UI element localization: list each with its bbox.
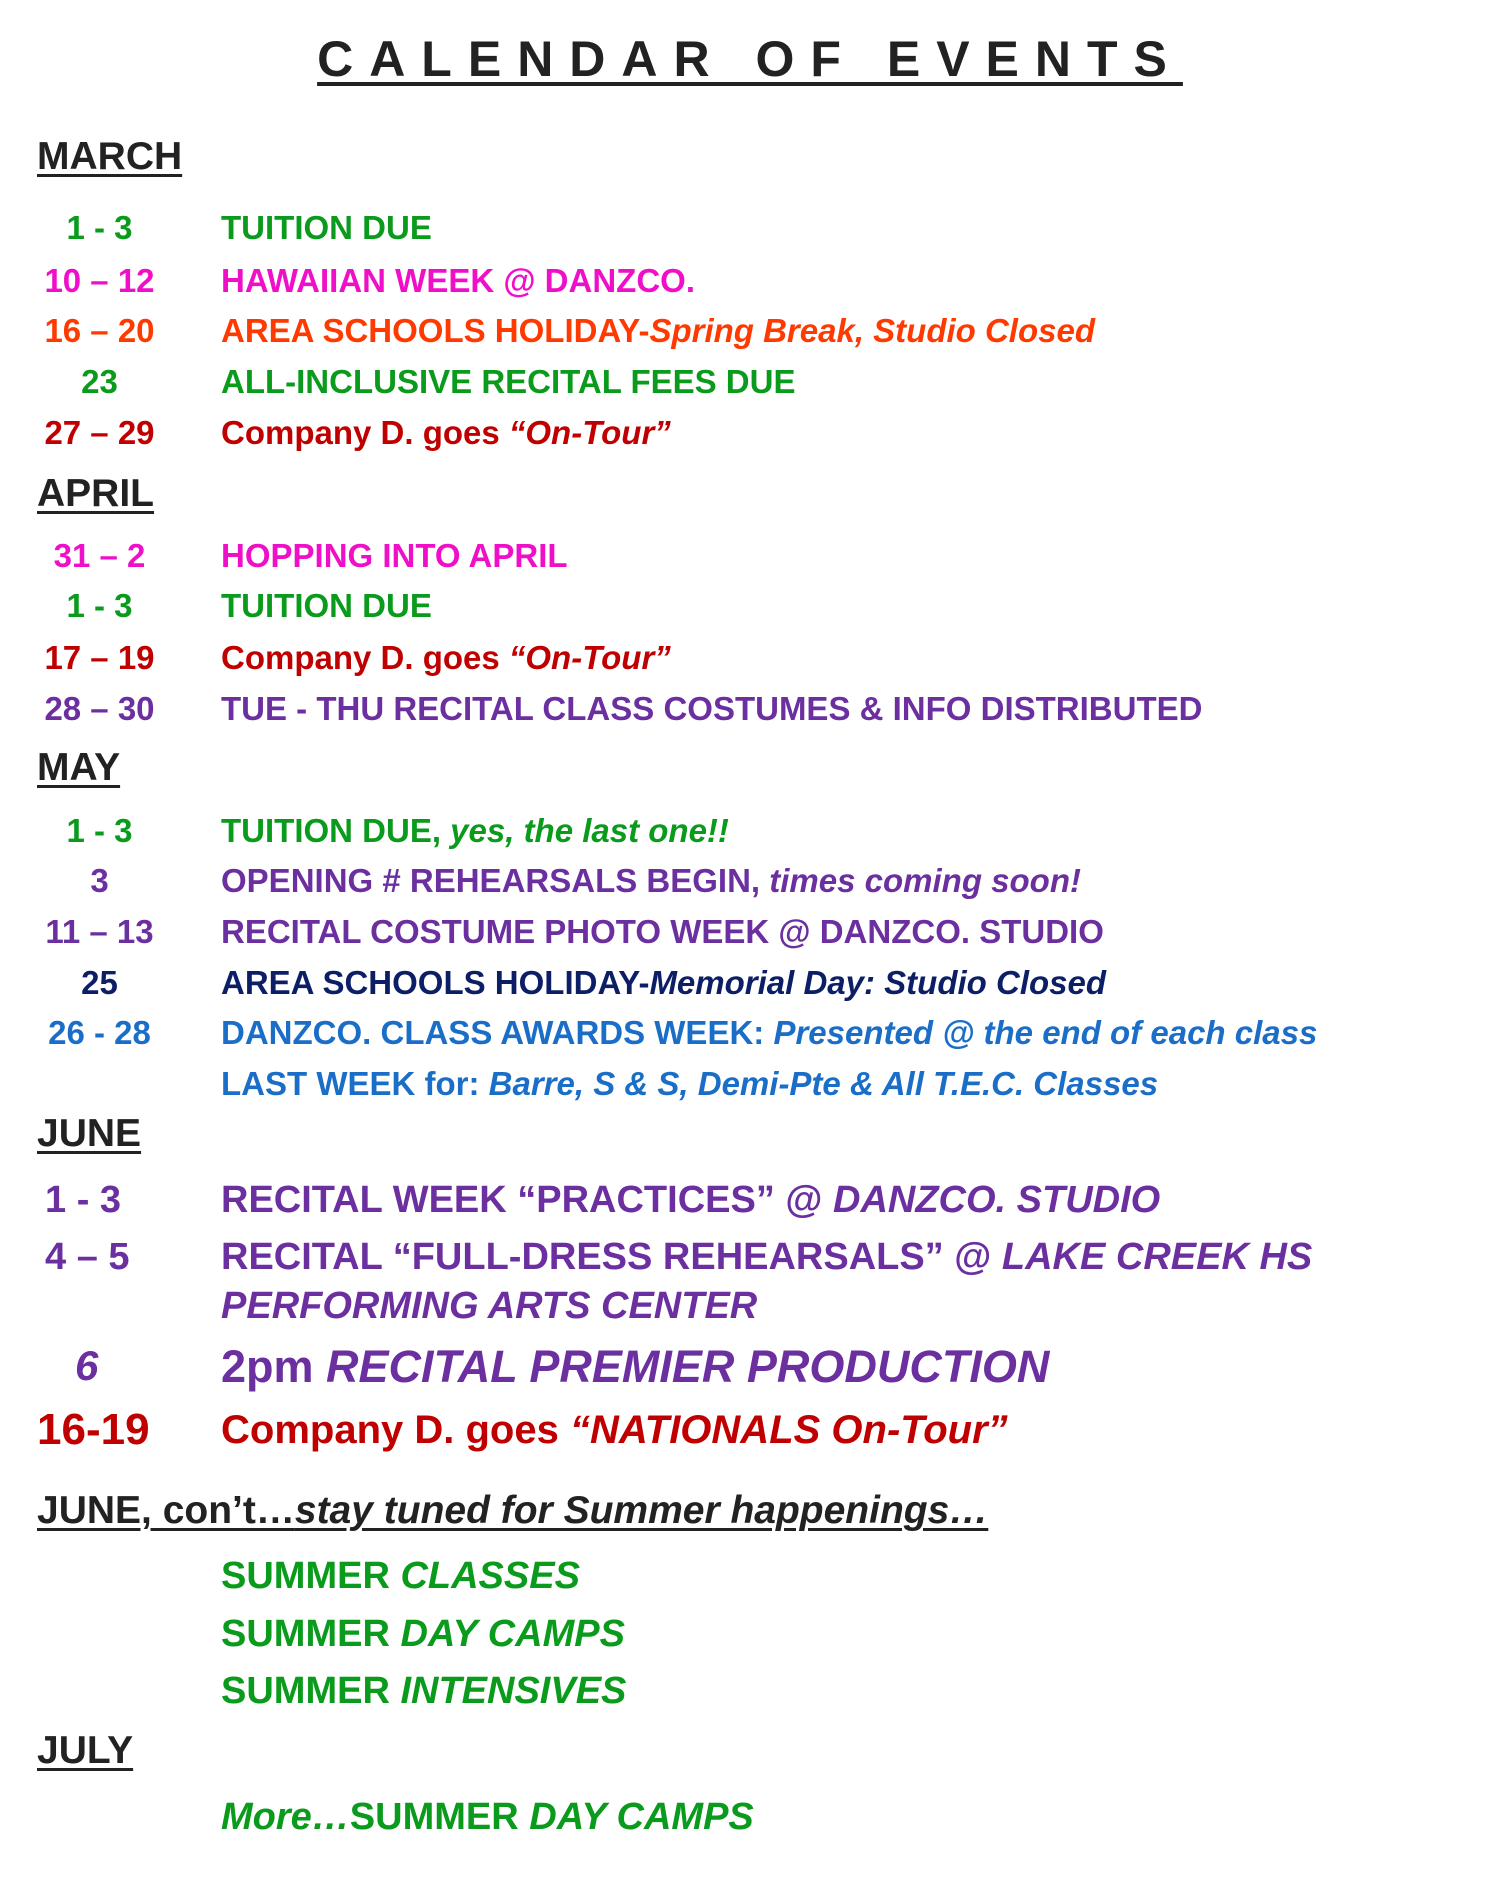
event-text: SUMMER — [221, 1555, 401, 1597]
event-description — [221, 1181, 1160, 1219]
event-description — [221, 208, 432, 246]
event-date: 6 — [75, 1342, 99, 1389]
event-description — [221, 861, 1081, 899]
event-text: RECITAL COSTUME PHOTO WEEK @ DANZCO. STUDIO — [221, 912, 1104, 950]
event-text: yes, the last one!! — [450, 811, 729, 849]
event-text: RECITAL PREMIER PRODUCTION — [326, 1340, 1050, 1392]
event-text: “NATIONALS On-Tour” — [569, 1408, 1008, 1452]
event-text: TUITION DUE — [221, 208, 432, 246]
event-text: AREA SCHOOLS HOLIDAY- — [221, 311, 650, 349]
event-text: DANZCO. STUDIO — [833, 1179, 1161, 1221]
event-text: times coming soon! — [769, 861, 1081, 899]
event-text: Spring Break, Studio Closed — [649, 311, 1096, 349]
event-text: RECITAL WEEK “PRACTICES” @ — [221, 1179, 834, 1221]
event-description — [221, 689, 1203, 727]
event-text: AREA SCHOOLS HOLIDAY- — [221, 963, 650, 1001]
event-text: HAWAIIAN WEEK @ DANZCO. — [221, 261, 696, 299]
event-text: LAST WEEK for: — [221, 1064, 489, 1102]
event-text: TUE - THU RECITAL CLASS COSTUMES & INFO DISTRIBUTED — [221, 689, 1203, 727]
event-date: 27 – 29 — [44, 413, 155, 451]
month-heading — [37, 1114, 141, 1153]
page-title: CALENDAR OF EVENTS — [317, 31, 1183, 87]
event-date: 26 - 28 — [48, 1013, 151, 1051]
event-text: TUITION DUE, — [221, 811, 451, 849]
event-description — [221, 536, 568, 574]
event-text: HOPPING INTO APRIL — [221, 536, 568, 574]
event-text: SUMMER — [349, 1796, 530, 1838]
event-date: 31 – 2 — [53, 536, 146, 574]
event-date: 1 - 3 — [45, 1179, 122, 1221]
event-text: DAY CAMPS — [529, 1796, 754, 1838]
event-text: CLASSES — [400, 1555, 580, 1597]
event-description — [221, 638, 671, 676]
month-name: JULY — [37, 1729, 134, 1772]
event-description — [221, 1340, 1050, 1392]
event-text: Company D. goes — [221, 1408, 570, 1452]
month-name: MARCH — [37, 135, 183, 178]
event-date: 1 - 3 — [66, 811, 133, 849]
month-heading — [37, 474, 154, 513]
event-text: Barre, S & S, Demi-Pte & All T.E.C. Classes — [488, 1064, 1159, 1102]
event-date: 25 — [81, 963, 118, 1001]
event-date: 28 – 30 — [44, 689, 155, 727]
month-name: JUNE, con’t… — [37, 1489, 295, 1532]
event-description — [221, 586, 432, 624]
month-heading — [37, 748, 120, 787]
event-text: SUMMER — [221, 1670, 401, 1712]
event-date: 23 — [81, 362, 118, 400]
event-text: INTENSIVES — [400, 1670, 627, 1712]
event-date: 4 – 5 — [45, 1236, 130, 1278]
event-description — [221, 1557, 580, 1595]
event-text: ALL-INCLUSIVE RECITAL FEES DUE — [221, 362, 796, 400]
month-heading — [37, 137, 182, 176]
event-text: 2pm — [221, 1340, 327, 1392]
event-date: 3 — [90, 861, 109, 899]
event-text: LAKE CREEK HS — [1001, 1236, 1313, 1278]
event-text: OPENING # REHEARSALS BEGIN, — [221, 861, 770, 899]
event-description — [221, 1287, 757, 1325]
event-text: DAY CAMPS — [400, 1613, 625, 1655]
event-date: 17 – 19 — [44, 638, 155, 676]
event-text: Company D. goes — [221, 413, 509, 451]
event-description — [221, 1798, 754, 1836]
event-text: RECITAL “FULL-DRESS REHEARSALS” @ — [221, 1236, 1002, 1278]
event-description — [221, 963, 1107, 1001]
event-description — [221, 1238, 1312, 1276]
event-date: 11 – 13 — [45, 912, 154, 950]
event-description — [221, 1013, 1318, 1051]
event-text: More… — [221, 1796, 350, 1838]
event-description — [221, 811, 729, 849]
event-text: DANZCO. CLASS AWARDS WEEK: — [221, 1013, 774, 1051]
month-name: APRIL — [37, 472, 154, 515]
event-description — [221, 1064, 1159, 1102]
event-date: 16 – 20 — [44, 311, 155, 349]
event-date: 1 - 3 — [66, 586, 133, 624]
month-note: stay tuned for Summer happenings… — [294, 1489, 989, 1532]
event-description — [221, 1672, 626, 1710]
event-description — [221, 1615, 625, 1653]
event-description — [221, 362, 796, 400]
event-description — [221, 261, 696, 299]
event-description — [221, 311, 1096, 349]
event-date: 16-19 — [37, 1405, 150, 1454]
event-text: Presented @ the end of each class — [773, 1013, 1318, 1051]
month-name: MAY — [37, 746, 121, 789]
event-text: SUMMER — [221, 1613, 401, 1655]
event-description — [221, 413, 671, 451]
event-text: Company D. goes — [221, 638, 509, 676]
month-heading — [37, 1491, 988, 1530]
event-date: 1 - 3 — [66, 208, 133, 246]
event-text: PERFORMING ARTS CENTER — [221, 1285, 758, 1327]
event-text: “On-Tour” — [508, 413, 671, 451]
month-heading — [37, 1731, 133, 1770]
event-description — [221, 912, 1104, 950]
event-description — [221, 1410, 1008, 1450]
month-name: JUNE — [37, 1112, 142, 1155]
event-date: 10 – 12 — [44, 261, 155, 299]
event-text: Memorial Day: Studio Closed — [649, 963, 1107, 1001]
event-text: “On-Tour” — [508, 638, 671, 676]
event-text: TUITION DUE — [221, 586, 432, 624]
